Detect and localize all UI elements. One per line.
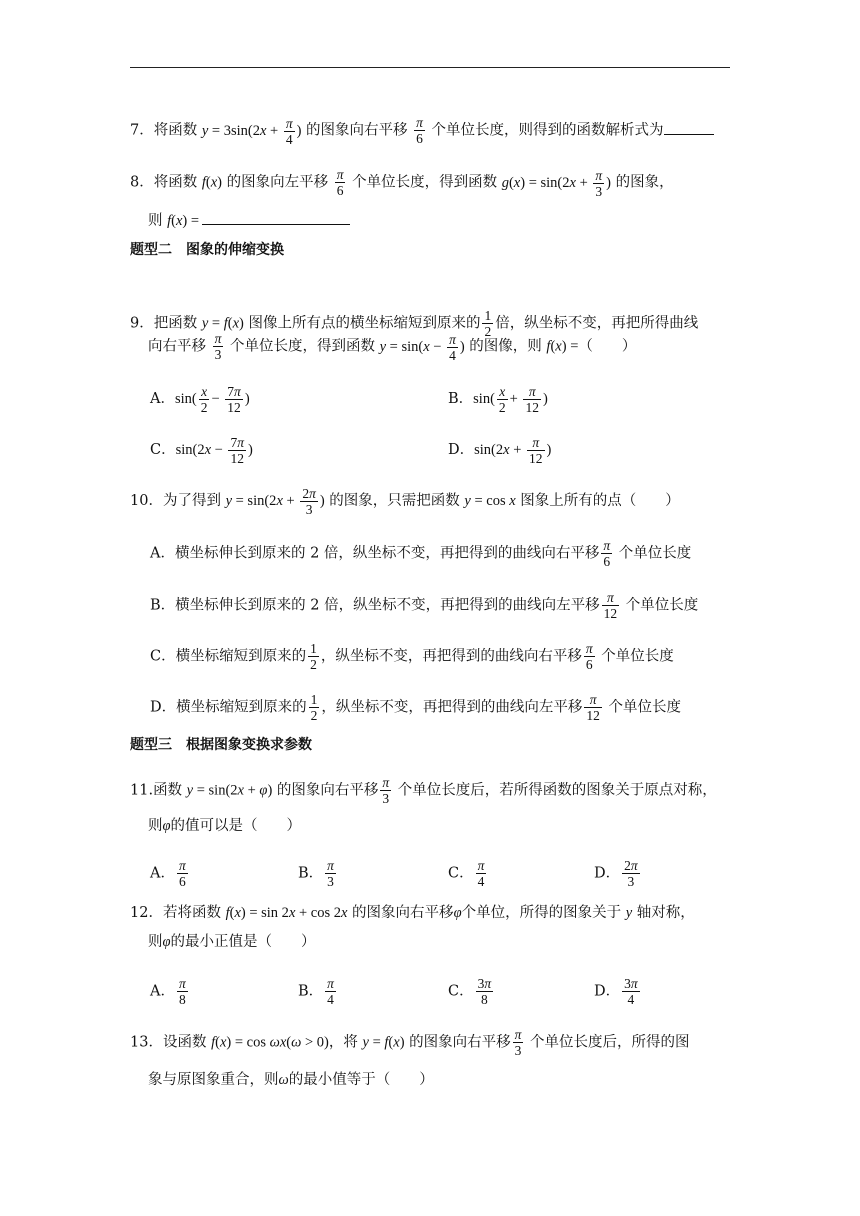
option-12-d[interactable]: D． $\frac{3\pi}{4}$ (594, 976, 638, 1007)
option-11-a[interactable]: A． $\frac{\pi}{6}$ (150, 858, 186, 889)
option-12-c[interactable]: C． $\frac{3\pi}{8}$ (448, 976, 492, 1007)
option-10-a[interactable]: A．横坐标伸长到原来的 2 倍，纵坐标不变，再把得到的曲线向右平移 $\frac{\pi}{6}$ 个单位长度 (150, 538, 692, 569)
answer-blank[interactable] (664, 120, 714, 135)
question-7: 7．将函数 y = 3sin(2x + $\frac{\pi}{4}$ ) 的图象向右平移 $\frac{\pi}{6}$ 个单位长度，则得到的函数解析式为 (130, 115, 714, 147)
question-9-line2: 向右平移 $\frac{\pi}{3}$ 个单位长度，得到函数 y = sin(x − $\frac{\pi}{4}$ ) 的图像，则 f(x) =（ ） (148, 331, 637, 363)
section-heading-2: 题型二 图象的伸缩变换 (130, 242, 284, 258)
question-number: 7． (130, 122, 154, 139)
option-9-c[interactable]: C．sin(2x − $\frac{7\pi}{12}$ ) (150, 435, 253, 466)
question-11: 11.函数 y = sin(2x + φ) 的图象向右平移 $\frac{\pi}{3}$ 个单位长度后，若所得函数的图象关于原点对称， (130, 775, 717, 806)
question-11-line2: 则φ的值可以是（ ） (148, 818, 302, 834)
question-10: 10．为了得到 y = sin(2x + $\frac{2\pi}{3}$ ) 的图象，只需把函数 y = cos x 图象上所有的点（ ） (130, 486, 680, 517)
question-8-line2: 则 f(x) = (148, 210, 350, 231)
option-11-c[interactable]: C． $\frac{\pi}{4}$ (448, 858, 485, 889)
answer-blank[interactable] (202, 210, 350, 225)
question-8: 8．将函数 f(x) 的图象向左平移 $\frac{\pi}{6}$ 个单位长度，得到函数 g(x) = sin(2x + $\frac{\pi}{3}$ ) 的图象， (130, 167, 674, 199)
header-rule (130, 67, 730, 68)
question-12-line2: 则φ的最小正值是（ ） (148, 934, 316, 950)
option-9-b[interactable]: B．sin( $\frac{x}{2}$ + $\frac{\pi}{12}$ ) (448, 384, 548, 415)
question-13-line2: 象与原图象重合，则ω的最小值等于（ ） (148, 1072, 434, 1088)
question-9: 9．把函数 y = f(x) 图像上所有点的横坐标缩短到原来的 $\frac{1}{2}$ 倍，纵坐标不变，再把所得曲线 (130, 308, 699, 339)
option-9-a[interactable]: A．sin( $\frac{x}{2}$ − $\frac{7\pi}{12}$ ) (150, 384, 250, 415)
option-12-a[interactable]: A． $\frac{\pi}{8}$ (150, 976, 186, 1007)
option-10-d[interactable]: D．横坐标缩短到原来的 $\frac{1}{2}$ ，纵坐标不变，再把得到的曲线向左平移 $\frac{\pi}{12}$ 个单位长度 (150, 692, 681, 723)
option-10-b[interactable]: B．横坐标伸长到原来的 2 倍，纵坐标不变，再把得到的曲线向左平移 $\frac{\pi}{12}$ 个单位长度 (150, 590, 699, 621)
section-heading-3: 题型三 根据图象变换求参数 (130, 737, 312, 753)
option-11-d[interactable]: D． $\frac{2\pi}{3}$ (594, 858, 638, 889)
option-11-b[interactable]: B． $\frac{\pi}{3}$ (298, 858, 334, 889)
question-13: 13．设函数 f(x) = cos ωx(ω > 0)，将 y = f(x) 的图象向右平移 $\frac{\pi}{3}$ 个单位长度后，所得的图 (130, 1027, 690, 1058)
question-12: 12．若将函数 f(x) = sin 2x + cos 2x 的图象向右平移φ个单位，所得的图象关于 y 轴对称， (130, 905, 695, 921)
option-9-d[interactable]: D．sin(2x + $\frac{\pi}{12}$ ) (448, 435, 552, 466)
option-12-b[interactable]: B． $\frac{\pi}{4}$ (298, 976, 334, 1007)
option-10-c[interactable]: C．横坐标缩短到原来的 $\frac{1}{2}$ ，纵坐标不变，再把得到的曲线向右平移 $\frac{\pi}{6}$ 个单位长度 (150, 641, 674, 672)
